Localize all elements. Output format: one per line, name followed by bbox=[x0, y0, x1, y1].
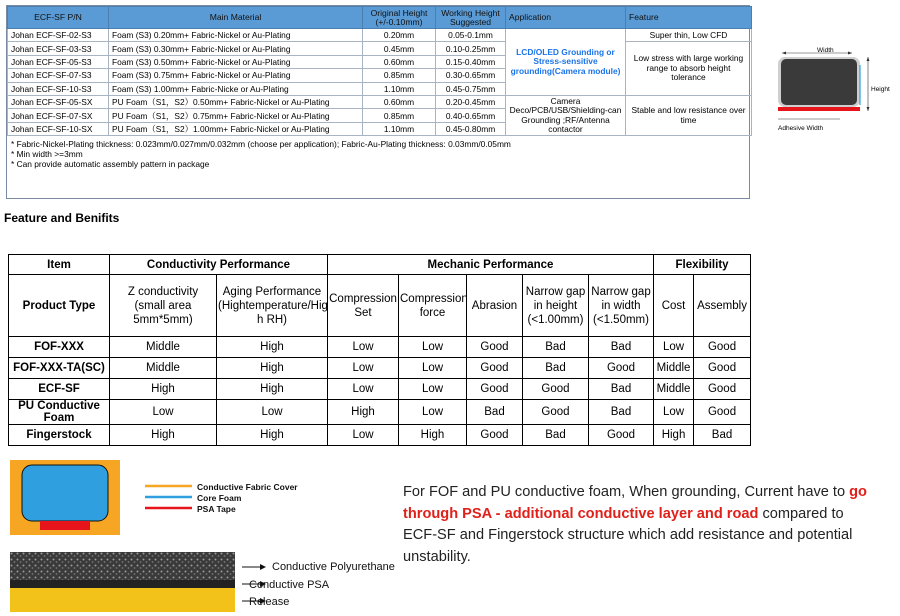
rating-cell: Middle bbox=[110, 358, 217, 379]
spec-pn: Johan ECF-SF-02-S3 bbox=[8, 29, 109, 42]
rating-cell: High bbox=[217, 337, 328, 358]
rating-cell: Low bbox=[399, 379, 467, 400]
spec-row bbox=[8, 42, 752, 55]
spec-material: PU Foam（S1，S2）0.50mm+ Fabric-Nickel or Au-Plating bbox=[109, 95, 363, 108]
col-header-compression-set: Compression Set bbox=[328, 275, 399, 337]
spec-original-height: 0.20mm bbox=[363, 29, 436, 42]
spec-working-height: 0.45-0.75mm bbox=[436, 82, 506, 95]
spec-material: PU Foam（S1，S2）1.00mm+ Fabric-Nickel or Au-Plating bbox=[109, 122, 363, 135]
spec-row bbox=[8, 29, 752, 42]
spec-original-height: 0.45mm bbox=[363, 42, 436, 55]
comparison-row bbox=[9, 379, 751, 400]
rating-cell: Bad bbox=[523, 358, 589, 379]
comparison-column-header-row bbox=[9, 275, 751, 337]
product-type-cell: ECF-SF bbox=[9, 379, 110, 400]
spec-pn: Johan ECF-SF-07-SX bbox=[8, 109, 109, 122]
spec-note: * Fabric-Nickel-Plating thickness: 0.023mm/0.027mm/0.032mm (choose per application); Fabric-Au-Plating thickness: 0.03mm/0.05mm bbox=[11, 139, 511, 150]
spec-notes bbox=[7, 136, 749, 172]
spec-pn: Johan ECF-SF-03-S3 bbox=[8, 42, 109, 55]
pu-psa-layer bbox=[10, 580, 235, 588]
group-header-mechanic: Mechanic Performance bbox=[328, 255, 654, 275]
rating-cell: Bad bbox=[523, 425, 589, 446]
label-release: Release bbox=[249, 596, 290, 608]
rating-cell: Low bbox=[399, 358, 467, 379]
width-label: Width bbox=[817, 47, 834, 54]
rating-cell: Low bbox=[328, 358, 399, 379]
spec-working-height: 0.40-0.65mm bbox=[436, 109, 506, 122]
gasket-dimension-diagram bbox=[768, 45, 898, 135]
fof-psa-tape bbox=[40, 521, 90, 530]
rating-cell: Low bbox=[328, 379, 399, 400]
rating-cell: Middle bbox=[654, 379, 694, 400]
rating-cell: Middle bbox=[654, 358, 694, 379]
rating-cell: Bad bbox=[589, 379, 654, 400]
rating-cell: Good bbox=[694, 337, 751, 358]
spec-feature-1: Super thin, Low CFD bbox=[626, 29, 752, 42]
spec-working-height: 0.45-0.80mm bbox=[436, 122, 506, 135]
legend-fabric: Conductive Fabric Cover bbox=[197, 482, 298, 492]
rating-cell: High bbox=[399, 425, 467, 446]
spec-original-height: 0.85mm bbox=[363, 109, 436, 122]
legend-foam: Core Foam bbox=[197, 493, 242, 503]
pu-conductive-layer bbox=[10, 552, 235, 580]
spec-header-pn: ECF-SF P/N bbox=[8, 7, 109, 29]
label-conductive-psa: Conductive PSA bbox=[249, 579, 330, 591]
spec-working-height: 0.30-0.65mm bbox=[436, 69, 506, 82]
col-header-gap-height: Narrow gap in height (<1.00mm) bbox=[523, 275, 589, 337]
col-header-compression-force: Compression force bbox=[399, 275, 467, 337]
legend-psa: PSA Tape bbox=[197, 504, 236, 514]
gasket-foam-core bbox=[781, 59, 857, 105]
height-label: Height bbox=[871, 86, 890, 93]
rating-cell: High bbox=[654, 425, 694, 446]
product-type-cell: FOF-XXX bbox=[9, 337, 110, 358]
height-arrow-top-head bbox=[867, 57, 870, 61]
comparison-row bbox=[9, 358, 751, 379]
spec-feature-3: Stable and low resistance over time bbox=[626, 95, 752, 135]
spec-working-height: 0.05-0.1mm bbox=[436, 29, 506, 42]
spec-note: * Can provide automatic assembly pattern in package bbox=[11, 159, 210, 170]
spec-table-panel bbox=[6, 5, 750, 199]
product-type-cell: Fingerstock bbox=[9, 425, 110, 446]
width-arrow-right-head bbox=[848, 52, 852, 55]
spec-pn: Johan ECF-SF-10-SX bbox=[8, 122, 109, 135]
group-header-flexibility: Flexibility bbox=[654, 255, 751, 275]
rating-cell: Low bbox=[399, 337, 467, 358]
height-arrow-bottom-head bbox=[867, 107, 870, 111]
width-arrow-left-head bbox=[782, 52, 786, 55]
spec-pn: Johan ECF-SF-05-S3 bbox=[8, 55, 109, 68]
rating-cell: Good bbox=[694, 379, 751, 400]
rating-cell: Low bbox=[217, 400, 328, 425]
rating-cell: High bbox=[217, 425, 328, 446]
comparison-group-header-row bbox=[9, 255, 751, 275]
comparison-body bbox=[9, 337, 751, 446]
gasket-adhesive bbox=[778, 107, 860, 111]
spec-table bbox=[7, 6, 752, 136]
spec-material: Foam (S3) 0.75mm+ Fabric-Nickel or Au-Plating bbox=[109, 69, 363, 82]
col-header-z-conductivity: Z conductivity (small area 5mm*5mm) bbox=[110, 275, 217, 337]
rating-cell: Good bbox=[694, 400, 751, 425]
spec-header-working-height: Working Height Suggested bbox=[436, 7, 506, 29]
rating-cell: Bad bbox=[523, 337, 589, 358]
rating-cell: Good bbox=[467, 337, 523, 358]
spec-header-original-height: Original Height (+/-0.10mm) bbox=[363, 7, 436, 29]
spec-material: Foam (S3) 0.30mm+ Fabric-Nickel or Au-Plating bbox=[109, 42, 363, 55]
spec-working-height: 0.20-0.45mm bbox=[436, 95, 506, 108]
col-header-assembly: Assembly bbox=[694, 275, 751, 337]
rating-cell: Low bbox=[328, 337, 399, 358]
spec-original-height: 1.10mm bbox=[363, 122, 436, 135]
rating-cell: Good bbox=[523, 400, 589, 425]
feature-heading: Feature and Benifits bbox=[4, 211, 120, 225]
col-header-gap-width: Narrow gap in width (<1.50mm) bbox=[589, 275, 654, 337]
paragraph-part2: compared to ECF-SF and Fingerstock structure which add resistance and potential unstability. bbox=[403, 505, 853, 565]
rating-cell: High bbox=[217, 379, 328, 400]
comparison-table bbox=[8, 254, 751, 446]
spec-working-height: 0.15-0.40mm bbox=[436, 55, 506, 68]
col-header-aging: Aging Performance (Hightemperature/Hig h RH) bbox=[217, 275, 328, 337]
rating-cell: Low bbox=[110, 400, 217, 425]
rating-cell: Good bbox=[694, 358, 751, 379]
adhesive-width-label: Adhesive Width bbox=[778, 125, 824, 132]
rating-cell: Low bbox=[328, 425, 399, 446]
rating-cell: Good bbox=[467, 358, 523, 379]
rating-cell: Low bbox=[654, 337, 694, 358]
rating-cell: Bad bbox=[694, 425, 751, 446]
product-type-cell: PU Conductive Foam bbox=[9, 400, 110, 425]
spec-note: * Min width >=3mm bbox=[11, 149, 83, 160]
spec-header-application: Application bbox=[506, 7, 626, 29]
fof-core-foam bbox=[22, 465, 108, 521]
col-header-cost: Cost bbox=[654, 275, 694, 337]
spec-header-feature: Feature bbox=[626, 7, 752, 29]
rating-cell: Good bbox=[589, 425, 654, 446]
spec-material: Foam (S3) 0.50mm+ Fabric-Nickel or Au-Plating bbox=[109, 55, 363, 68]
rating-cell: High bbox=[110, 425, 217, 446]
spec-working-height: 0.10-0.25mm bbox=[436, 42, 506, 55]
rating-cell: Low bbox=[399, 400, 467, 425]
rating-cell: Good bbox=[467, 425, 523, 446]
label-conductive-pu: Conductive Polyurethane bbox=[272, 561, 395, 573]
arrow-head-conductive-pu bbox=[260, 564, 266, 570]
spec-feature-2: Low stress with large working range to absorb height tolerance bbox=[626, 42, 752, 96]
comparison-row bbox=[9, 337, 751, 358]
rating-cell: Good bbox=[523, 379, 589, 400]
comparison-row bbox=[9, 425, 751, 446]
pu-release-layer bbox=[10, 588, 235, 612]
paragraph-part1: For FOF and PU conductive foam, When grounding, Current have to bbox=[403, 484, 850, 500]
rating-cell: Good bbox=[467, 379, 523, 400]
spec-material: Foam (S3) 0.20mm+ Fabric-Nickel or Au-Plating bbox=[109, 29, 363, 42]
rating-cell: High bbox=[110, 379, 217, 400]
spec-row bbox=[8, 95, 752, 108]
spec-original-height: 1.10mm bbox=[363, 82, 436, 95]
spec-header-row bbox=[8, 7, 752, 29]
rating-cell: Bad bbox=[467, 400, 523, 425]
spec-original-height: 0.85mm bbox=[363, 69, 436, 82]
comparison-row bbox=[9, 400, 751, 425]
spec-pn: Johan ECF-SF-07-S3 bbox=[8, 69, 109, 82]
col-header-abrasion: Abrasion bbox=[467, 275, 523, 337]
spec-material: PU Foam（S1，S2）0.75mm+ Fabric-Nickel or Au-Plating bbox=[109, 109, 363, 122]
rating-cell: Low bbox=[654, 400, 694, 425]
spec-application-sx: Camera Deco/PCB/USB/Shielding-can Grounding ;RF/Antenna contactor bbox=[506, 95, 626, 135]
spec-original-height: 0.60mm bbox=[363, 95, 436, 108]
spec-material: Foam (S3) 1.00mm+ Fabric-Nicke or Au-Plating bbox=[109, 82, 363, 95]
fof-cross-section bbox=[10, 460, 310, 535]
explanation-paragraph bbox=[403, 482, 873, 568]
product-type-cell: FOF-XXX-TA(SC) bbox=[9, 358, 110, 379]
col-header-product-type: Product Type bbox=[9, 275, 110, 337]
paragraph-highlight: go through PSA - additional conductive layer and road bbox=[403, 484, 867, 522]
spec-original-height: 0.60mm bbox=[363, 55, 436, 68]
spec-pn: Johan ECF-SF-05-SX bbox=[8, 95, 109, 108]
rating-cell: Bad bbox=[589, 337, 654, 358]
spec-header-material: Main Material bbox=[109, 7, 363, 29]
rating-cell: Good bbox=[589, 358, 654, 379]
spec-application-s3: LCD/OLED Grounding or Stress-sensitive grounding(Camera module) bbox=[506, 29, 626, 96]
rating-cell: Bad bbox=[589, 400, 654, 425]
group-header-item: Item bbox=[9, 255, 110, 275]
rating-cell: High bbox=[328, 400, 399, 425]
rating-cell: Middle bbox=[110, 337, 217, 358]
spec-pn: Johan ECF-SF-10-S3 bbox=[8, 82, 109, 95]
group-header-conductivity: Conductivity Performance bbox=[110, 255, 328, 275]
rating-cell: High bbox=[217, 358, 328, 379]
